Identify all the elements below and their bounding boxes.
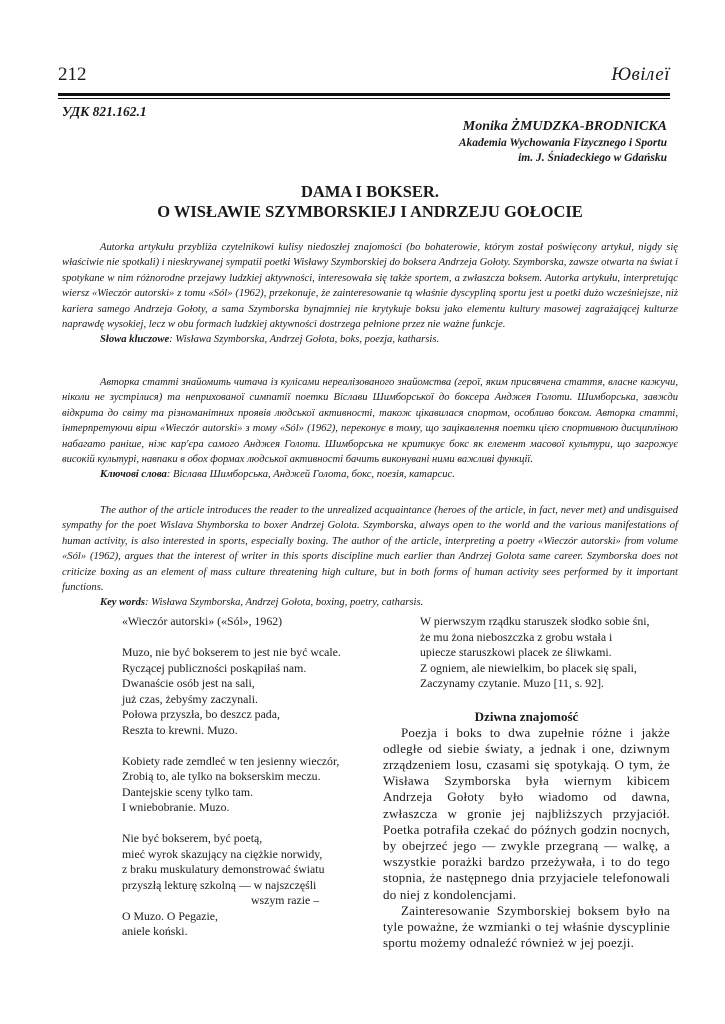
right-column <box>383 614 670 951</box>
udk-code: УДК 821.162.1 <box>62 104 147 119</box>
abstract-english <box>62 503 678 611</box>
journal-section-name: Ювілеї <box>611 64 670 85</box>
running-head <box>58 64 670 90</box>
keywords-list: : Віслава Шимборська, Анджей Голота, бокс, поезія, катарсис. <box>166 469 455 481</box>
keywords-line <box>62 595 678 610</box>
poem-line: O Muzo. O Pegazie, <box>122 908 218 923</box>
abstract-text: Autorka artykułu przybliża czytelnikowi kulisy niedoszłej znajomości (bo bohaterowie, którym został poświęcony artykuł, nigdy się właściwie nie spotkali) i nieskrywanej sympatii poetki Wisławy Szymborskiej do boksera Andrzeja Gołoty. Szymborska, zawsze otwarta na świat i spotykane w nim różnorodne przejawy ludzkiej aktywności, interesowała się także sportem, a zwłaszcza boksem. Autorka artykułu, interpretując wiersz «Wieczór autorski» z tomu «Sól» (1962), przekonuje, że zainteresowanie tą właśnie dyscypliną sportu jest u poetki dużo wcześniejsze, niż kariera samego Andrzeja Gołoty, a sama Szymborska bynajmniej nie krytykuje boksu jako elementu kultury masowej zagrażającej kulturze naprawdę wysokiej, lecz w obu formach ludzkiej aktywności dostrzega pełnione przez nie ważne funkcje. <box>62 242 678 331</box>
poem-line: Ryczącej publiczności poskąpiłaś nam. <box>122 660 307 675</box>
poem-line: Reszta to krewni. Muzo. <box>122 722 238 737</box>
keywords-line <box>62 467 678 482</box>
affiliation-line-2: im. J. Śniadeckiego w Gdańsku <box>518 152 667 164</box>
poem-line: Dantejskie sceny tylko tam. <box>122 784 254 799</box>
keywords-label: Słowa kluczowe <box>100 334 170 346</box>
keywords-label: Key words <box>100 597 146 609</box>
keywords-line <box>62 332 678 347</box>
title-line-1: DAMA I BOKSER. <box>301 182 439 201</box>
abstract-text: The author of the article introduces the reader to the unrealized acquaintance (heroes of the article, in fact, never met) and undisguised sympathy for the poet Wislava Shymborska to boxer Andrzej Golota. Szymborska, always open to the world and the various manifestations of human activity, is also interested in sports, especially boxing. The author of the article, interpreting a poetry «Wieczór autorski» from volume «Sól» (1962), argues that the interest of writer in this sports discipline much earlier than Andrzej Golota same career. Szymborska does not criticize boxing as an element of mass culture threatening high culture, but in both forms of human activity sees performed by it important functions. <box>62 505 678 594</box>
poem-line: przyszłą lekturę szkolną — w najszczęśli <box>122 877 317 892</box>
poem-line: W pierwszym rządku staruszek słodko sobie śni, <box>420 614 650 628</box>
abstract-ukrainian <box>62 375 678 483</box>
poem-line: wszym razie – <box>251 893 320 907</box>
poem-line: Zrobią to, ale tylko na bokserskim meczu. <box>122 769 321 783</box>
poem-line: Muzo, nie być bokserem to jest nie być wcale. <box>122 645 341 659</box>
poem-line: Dwanaście osób jest na sali, <box>122 676 255 690</box>
affiliation-line-1: Akademia Wychowania Fizycznego i Sportu <box>458 137 667 149</box>
header-rule-thick <box>58 93 670 96</box>
article-title <box>60 182 680 222</box>
abstract-polish <box>62 240 678 348</box>
poem-line: z braku muskulatury demonstrować światu <box>122 862 325 876</box>
keywords-list: : Wisława Szymborska, Andrzej Gołota, boks, poezja, katharsis. <box>169 334 440 346</box>
poem-heading: «Wieczór autorski» («Sól», 1962) <box>122 614 283 628</box>
title-line-2: O WISŁAWIE SZYMBORSKIEJ I ANDRZEJU GOŁOCIE <box>157 202 583 221</box>
keywords-label: Ключові слова <box>100 469 167 481</box>
poem-line: upiecze staruszkowi placek ze śliwkami. <box>420 645 612 659</box>
poem-line: że mu żona nieboszczka z grobu wstała i <box>420 629 613 644</box>
keywords-list: : Wisława Szymborska, Andrzej Gołota, boxing, poetry, catharsis. <box>145 597 424 609</box>
paragraph: Poezja i boks to dwa zupełnie różne i jakże odległe od siebie światy, a jednak i one, dziwnym zrządzeniem losu, czasami się spotykają. O tym, że Wisława Szymborska była wiernym kibicem Andrzeja Gołoty było wiadomo od dawna, zwłaszcza w gronie jej najbliższych przyjaciół. Poetka potrafiła czekać do późnych godzin nocnych, by obejrzeć jego — zwykle przegraną — walkę, a wszystkie porażki bardzo przeżywała, i to do tego stopnia, że następnego dnia przyjaciele telefonowali do niej z kondolencjami. <box>383 724 670 902</box>
poem-line: Nie być bokserem, być poetą, <box>122 831 263 845</box>
page-number: 212 <box>58 64 87 85</box>
body-text <box>383 725 670 952</box>
poem-line: Połowa przyszła, bo deszcz pada, <box>122 707 280 721</box>
poem-line: Z ogniem, ale niewielkim, bo placek się spali, <box>420 660 637 675</box>
poem-line: Zaczynamy czytanie. Muzo [11, s. 92]. <box>420 676 604 690</box>
poem-line: I wniebobranie. Muzo. <box>122 800 230 814</box>
poem-line: już czas, żebyśmy zaczynali. <box>122 691 258 706</box>
paragraph: Zainteresowanie Szymborskiej boksem było na tyle poważne, że wzmianki o tej właśnie dyscyplinie sportu możemy odnaleźć również w jej poezji. <box>383 902 670 951</box>
author-name: Monika ŻMUDZKA-BRODNICKA <box>462 119 667 134</box>
poem-line: Kobiety rade zemdleć w ten jesienny wieczór, <box>122 753 340 768</box>
header-rule-thin <box>58 98 670 99</box>
section-heading: Dziwna znajomość <box>474 708 579 724</box>
poem-left-column <box>122 614 382 940</box>
poem-line: mieć wyrok skazujący na ciężkie norwidy, <box>122 846 323 861</box>
abstract-text: Авторка статті знайомить читача із кулісами нереалізованого знайомства (герої, яким присвячена стаття, власне кажучи, ніколи не зустрілися) та неприхованої симпатії поетки Віслави Шимборської до боксера Анджея Голоти. Шимборська, завжди відкрита до світу та різноманітних проявів людської активності, також цікавилася спортом, особливо боксом. Авторка статті, інтерпретуючи вірш «Wieczór autorski» з тому «Sól» (1962), переконує в тому, що зацікавлення поетки цією спортивною дисципліною набагато раніше, ніж кар'єра самого Анджея Голоти. Шимборська не критикує бокс як елемент масової культури, що загрожує високій культурі, навпаки в обох формах людської активності бачить виконувані ними важливі функції. <box>62 377 678 466</box>
poem-line: aniele koński. <box>122 924 188 938</box>
author-block <box>459 118 667 166</box>
poem-right-column <box>383 614 670 692</box>
